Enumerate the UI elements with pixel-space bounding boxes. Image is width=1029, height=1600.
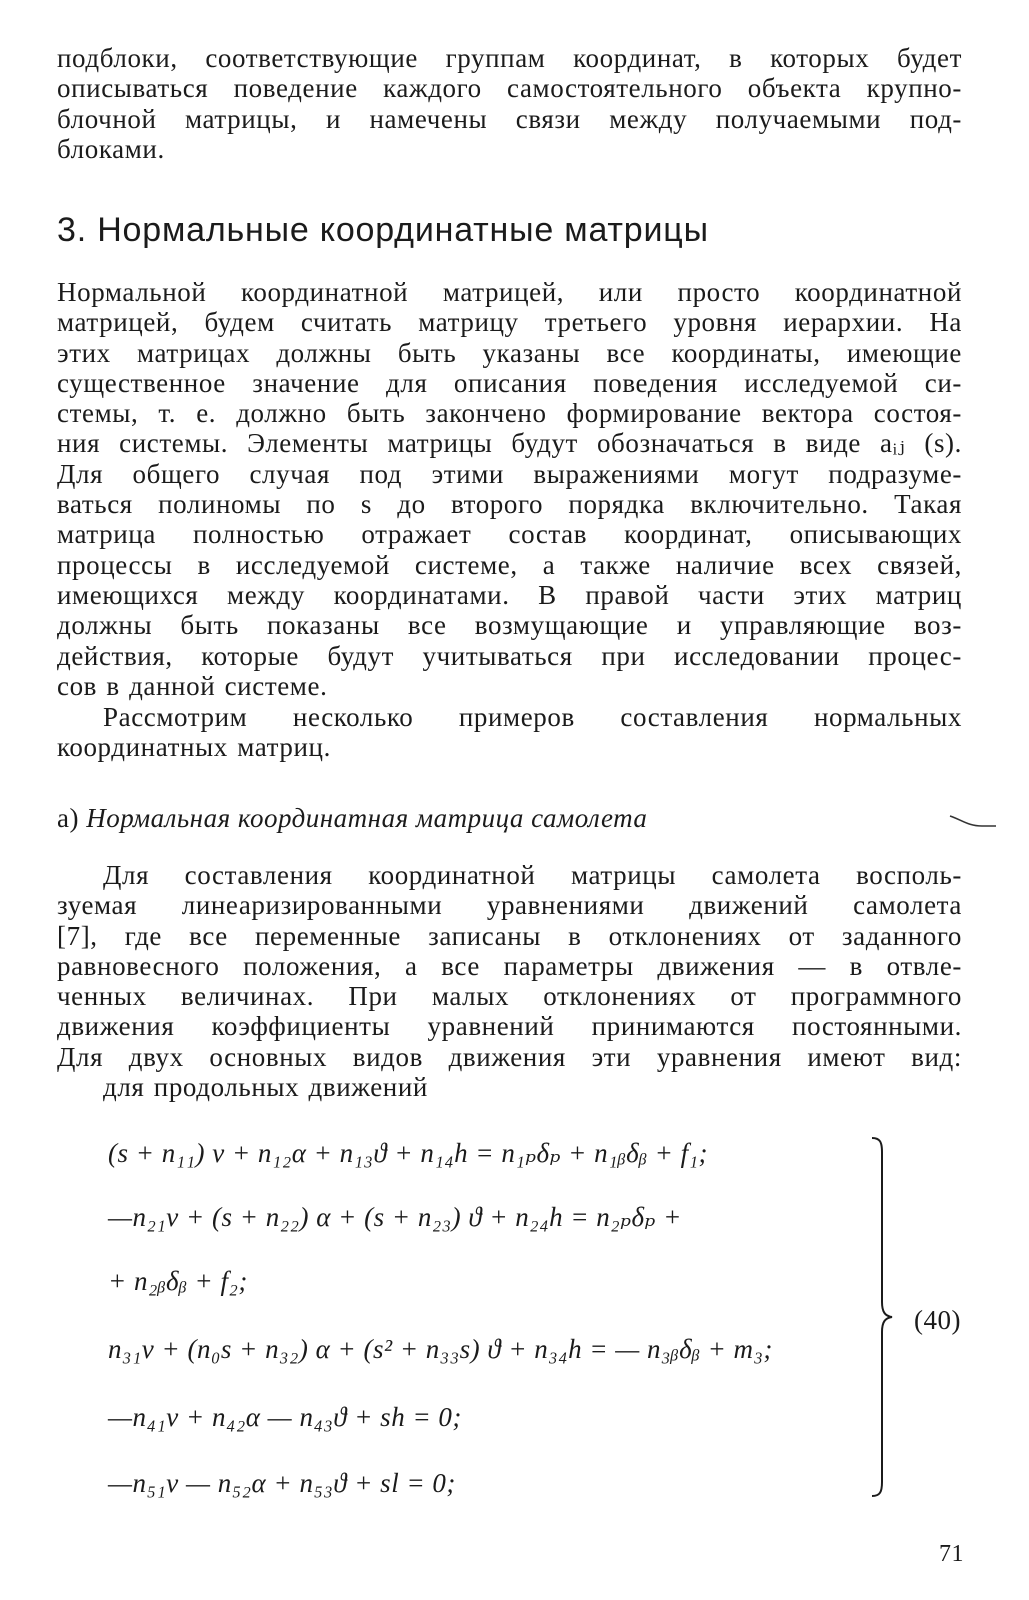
text-line: Для составления координатной матрицы самолета восполь- [103, 860, 962, 890]
equation-line: —n₄₁v + n₄₂α — n₄₃ϑ + sh = 0; [108, 1402, 462, 1432]
subsection-paragraph [57, 860, 962, 1102]
text-line: матрицей, будем считать матрицу третьего уровня иерархии. На [57, 307, 962, 338]
text-line: стемы, т. е. должно быть закончено формирование вектора состоя- [57, 398, 962, 429]
text-line: движения коэффициенты уравнений принимаются постоянными. [57, 1011, 962, 1042]
equation-line: —n₂₁v + (s + n₂₂) α + (s + n₂₃) ϑ + n₂₄h = n₂ₚδₚ + [108, 1202, 682, 1232]
text-line: имеющихся между координатами. В правой части этих матриц [57, 579, 962, 610]
text-line: этих матрицах должны быть указаны все координаты, имеющие [57, 337, 962, 368]
text-line: описываться поведение каждого самостоятельного объекта крупно- [57, 73, 962, 104]
intro-paragraph [57, 43, 962, 164]
text-line: для продольных движений [103, 1072, 428, 1103]
text-line: Рассмотрим несколько примеров составления нормальных [103, 702, 962, 732]
text-line: координатных матриц. [57, 732, 331, 763]
section-paragraph-1 [57, 277, 962, 701]
text-line: процессы в исследуемой системе, а также наличие всех связей, [57, 549, 962, 580]
text-line: блочной матрицы, и намечены связи между получаемыми под- [57, 103, 962, 134]
section-heading: 3. Нормальные координатные матрицы [57, 211, 709, 249]
text-line: ния системы. Элементы матрицы будут обозначаться в виде aᵢⱼ (s). [57, 428, 962, 459]
text-line: существенное значение для описания поведения исследуемой си- [57, 367, 962, 398]
subsection-marker: а) [57, 803, 79, 833]
text-line: должны быть показаны все возмущающие и управляющие воз- [57, 610, 962, 641]
text-line: ченных величинах. При малых отклонениях от программного [57, 981, 962, 1012]
text-line: [7], где все переменные записаны в отклонениях от заданного [57, 920, 962, 951]
margin-pencil-mark [948, 814, 998, 832]
subsection-title: Нормальная координатная матрица самолета [86, 803, 648, 833]
equation-system-brace [866, 1136, 896, 1498]
page-number: 71 [939, 1541, 964, 1567]
text-line: равновесного положения, а все параметры движения — в отвле- [57, 950, 962, 981]
text-line: ваться полиномы по s до второго порядка включительно. Такая [57, 489, 962, 520]
text-line: подблоки, соответствующие группам координат, в которых будет [57, 43, 962, 73]
equation-line: + n₂ᵦδᵦ + f₂; [108, 1266, 248, 1296]
text-line: действия, которые будут учитываться при исследовании процес- [57, 640, 962, 671]
equation-line: —n₅₁v — n₅₂α + n₅₃ϑ + sl = 0; [108, 1468, 456, 1498]
text-line: блоками. [57, 133, 165, 164]
section-paragraph-2 [57, 702, 962, 763]
text-line: матрица полностью отражает состав координат, описывающих [57, 519, 962, 550]
text-line: Для общего случая под этими выражениями могут подразуме- [57, 458, 962, 489]
text-line: сов в данной системе. [57, 670, 328, 701]
equation-line: n₃₁v + (n₀s + n₃₂) α + (s² + n₃₃s) ϑ + n₃₄h = — n₃ᵦδᵦ + m₃; [108, 1334, 773, 1364]
text-line: Нормальной координатной матрицей, или просто координатной [57, 277, 962, 307]
text-line: Для двух основных видов движения эти уравнения имеют вид: [57, 1041, 962, 1072]
subsection-heading [57, 803, 647, 834]
text-line: зуемая линеаризированными уравнениями движений самолета [57, 890, 962, 921]
equation-number: (40) [914, 1305, 961, 1335]
equation-line: (s + n₁₁) v + n₁₂α + n₁₃ϑ + n₁₄h = n₁ₚδₚ + n₁ᵦδᵦ + f₁; [108, 1138, 708, 1168]
